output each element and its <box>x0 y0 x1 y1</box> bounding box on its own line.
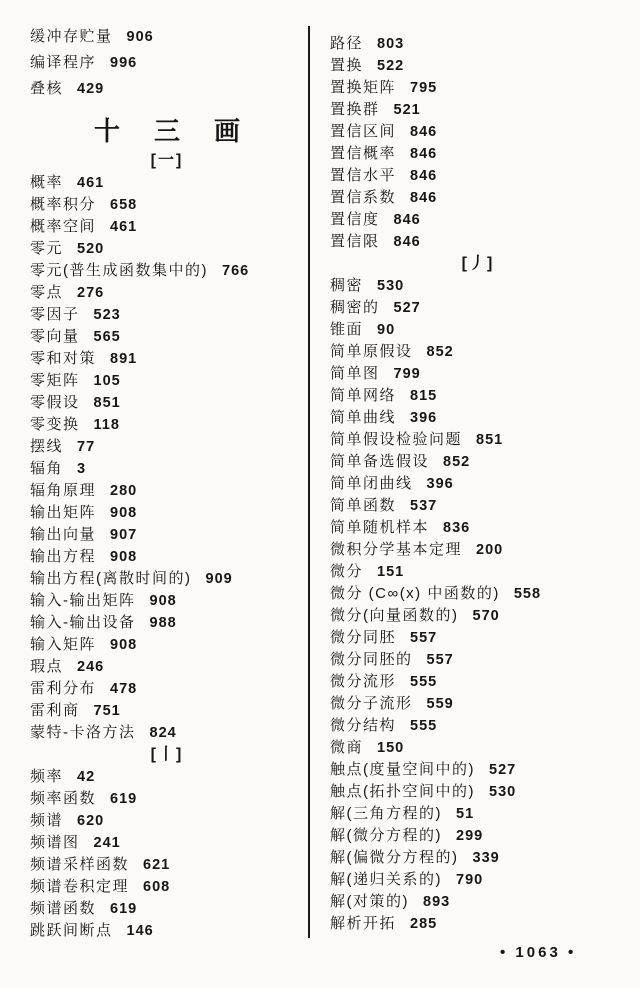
entry-page-number: 824 <box>149 725 177 741</box>
index-entry <box>330 803 626 825</box>
entry-page-number: 846 <box>393 212 421 228</box>
entry-page-number: 246 <box>77 659 105 675</box>
entry-term: 零假设 <box>30 394 80 411</box>
entry-term: 微分 <box>330 563 364 580</box>
index-entry <box>30 304 304 326</box>
entry-page-number: 565 <box>93 329 121 345</box>
entry-term: 微分同胚的 <box>330 651 413 668</box>
entry-term: 微分子流形 <box>330 695 413 712</box>
entry-page-number: 751 <box>93 703 121 719</box>
index-entry <box>330 77 626 99</box>
entry-term: 概率空间 <box>30 218 97 235</box>
left-column-blocks <box>30 150 304 942</box>
entry-page-number: 90 <box>377 322 396 338</box>
entry-term: 零矩阵 <box>30 372 80 389</box>
entry-page-number: 906 <box>126 29 154 45</box>
entry-term: 置信限 <box>330 233 380 250</box>
entry-page-number: 908 <box>110 505 138 521</box>
index-entry <box>30 50 304 76</box>
entry-term: 触点(度量空间中的) <box>330 761 475 778</box>
entry-term: 频谱卷积定理 <box>30 878 130 895</box>
index-entry <box>330 759 626 781</box>
entry-term: 零和对策 <box>30 350 97 367</box>
index-entry <box>30 370 304 392</box>
index-entry <box>30 194 304 216</box>
entry-page-number: 570 <box>472 608 500 624</box>
entry-page-number: 527 <box>489 762 517 778</box>
entry-term: 锥面 <box>330 321 364 338</box>
index-entry <box>30 788 304 810</box>
entry-page-number: 520 <box>77 241 105 257</box>
entry-term: 微积分学基本定理 <box>330 541 463 558</box>
index-entry <box>330 429 626 451</box>
pre-section <box>30 24 304 102</box>
entry-term: 置信系数 <box>330 189 397 206</box>
radical-section-header: [一] <box>150 152 184 169</box>
entry-page-number: 996 <box>110 55 138 71</box>
index-entry <box>330 539 626 561</box>
entry-term: 解(递归关系的) <box>330 871 442 888</box>
entry-term: 零因子 <box>30 306 80 323</box>
entry-term: 零元(普生成函数集中的) <box>30 262 208 279</box>
entry-page-number: 908 <box>110 637 138 653</box>
entry-page-number: 619 <box>110 791 138 807</box>
index-entry <box>30 634 304 656</box>
entry-page-number: 846 <box>410 190 438 206</box>
entry-page-number: 200 <box>476 542 504 558</box>
index-entry <box>30 392 304 414</box>
entry-page-number: 846 <box>410 146 438 162</box>
index-entry <box>30 326 304 348</box>
index-entry <box>330 165 626 187</box>
entry-page-number: 285 <box>410 916 438 932</box>
index-entry <box>330 363 626 385</box>
index-entry <box>330 407 626 429</box>
entry-page-number: 846 <box>393 234 421 250</box>
entry-page-number: 118 <box>93 417 120 433</box>
entry-term: 雷利商 <box>30 702 80 719</box>
entry-page-number: 241 <box>93 835 121 851</box>
stroke-header-char: 画 <box>214 116 241 146</box>
index-entry <box>330 451 626 473</box>
entry-term: 蒙特-卡洛方法 <box>30 724 136 741</box>
entry-term: 简单函数 <box>330 497 397 514</box>
entry-term: 置信水平 <box>330 167 397 184</box>
entry-term: 置换群 <box>330 101 380 118</box>
entry-term: 频率 <box>30 768 64 785</box>
entry-page-number: 537 <box>410 498 438 514</box>
entry-term: 频谱函数 <box>30 900 97 917</box>
entry-page-number: 523 <box>93 307 121 323</box>
entry-term: 微分流形 <box>330 673 397 690</box>
index-entry <box>30 172 304 194</box>
index-entry <box>30 876 304 898</box>
index-entry <box>330 319 626 341</box>
entry-page-number: 527 <box>393 300 421 316</box>
index-entry <box>330 231 626 253</box>
entry-term: 概率 <box>30 174 64 191</box>
entry-term: 简单曲线 <box>330 409 397 426</box>
entry-term: 编译程序 <box>30 54 97 71</box>
entry-page-number: 658 <box>110 197 138 213</box>
entry-term: 辐角 <box>30 460 64 477</box>
index-entry <box>330 143 626 165</box>
entry-page-number: 908 <box>110 549 138 565</box>
index-entry <box>330 341 626 363</box>
entry-term: 简单闭曲线 <box>330 475 413 492</box>
entry-term: 解(对策的) <box>330 893 409 910</box>
entry-page-number: 478 <box>110 681 138 697</box>
entry-term: 微分(向量函数的) <box>330 607 459 624</box>
entry-page-number: 852 <box>443 454 471 470</box>
entry-page-number: 146 <box>126 923 154 939</box>
entry-page-number: 559 <box>426 696 454 712</box>
index-entry <box>330 869 626 891</box>
entry-term: 简单图 <box>330 365 380 382</box>
index-entry <box>330 121 626 143</box>
index-entry <box>30 854 304 876</box>
entry-page-number: 339 <box>472 850 500 866</box>
entry-term: 简单备选假设 <box>330 453 430 470</box>
entry-page-number: 836 <box>443 520 471 536</box>
entry-page-number: 530 <box>489 784 517 800</box>
entry-page-number: 151 <box>377 564 405 580</box>
index-entry <box>30 282 304 304</box>
index-entry <box>30 590 304 612</box>
entry-page-number: 3 <box>77 461 87 477</box>
entry-term: 频谱 <box>30 812 64 829</box>
entry-page-number: 530 <box>377 278 405 294</box>
entry-page-number: 799 <box>393 366 421 382</box>
index-entry <box>330 891 626 913</box>
entry-term: 辐角原理 <box>30 482 97 499</box>
index-entry <box>330 781 626 803</box>
entry-term: 零元 <box>30 240 64 257</box>
column-divider-rule <box>308 26 310 938</box>
entry-term: 简单假设检验问题 <box>330 431 463 448</box>
index-entry <box>30 832 304 854</box>
entry-page-number: 280 <box>110 483 138 499</box>
entry-term: 叠核 <box>30 80 64 97</box>
entry-term: 微商 <box>330 739 364 756</box>
entry-term: 置信概率 <box>330 145 397 162</box>
entry-page-number: 555 <box>410 718 438 734</box>
entry-page-number: 891 <box>110 351 138 367</box>
entry-term: 输入-输出设备 <box>30 614 136 631</box>
entry-page-number: 299 <box>456 828 484 844</box>
entry-term: 零向量 <box>30 328 80 345</box>
entry-page-number: 988 <box>149 615 177 631</box>
entry-page-number: 522 <box>377 58 405 74</box>
entry-term: 缓冲存贮量 <box>30 28 113 45</box>
entry-term: 频率函数 <box>30 790 97 807</box>
entry-page-number: 795 <box>410 80 438 96</box>
index-entry <box>330 33 626 55</box>
entry-term: 雷利分布 <box>30 680 97 697</box>
index-entry <box>30 678 304 700</box>
index-entry <box>30 216 304 238</box>
index-entry <box>330 847 626 869</box>
entry-page-number: 851 <box>476 432 504 448</box>
entry-term: 摆线 <box>30 438 64 455</box>
index-entry <box>30 76 304 102</box>
entry-term: 零变换 <box>30 416 80 433</box>
index-entry <box>330 495 626 517</box>
index-entry <box>30 458 304 480</box>
entry-term: 简单原假设 <box>330 343 413 360</box>
index-entry <box>330 825 626 847</box>
entry-term: 解(微分方程的) <box>330 827 442 844</box>
entry-page-number: 105 <box>93 373 121 389</box>
index-entry <box>330 561 626 583</box>
entry-term: 频谱图 <box>30 834 80 851</box>
entry-page-number: 907 <box>110 527 138 543</box>
entry-page-number: 766 <box>222 263 250 279</box>
radical-section-header: [丨] <box>150 746 184 763</box>
entry-term: 解析开拓 <box>330 915 397 932</box>
index-entry <box>30 480 304 502</box>
index-entry <box>330 187 626 209</box>
radical-section-header: [丿] <box>461 255 495 272</box>
entry-term: 稠密 <box>330 277 364 294</box>
stroke-count-header <box>30 116 304 146</box>
entry-term: 微分同胚 <box>330 629 397 646</box>
index-entry <box>330 209 626 231</box>
entry-term: 瑕点 <box>30 658 64 675</box>
entry-page-number: 557 <box>410 630 438 646</box>
entry-term: 置换 <box>330 57 364 74</box>
index-entry <box>330 583 626 605</box>
entry-term: 跳跃间断点 <box>30 922 113 939</box>
entry-page-number: 908 <box>149 593 177 609</box>
entry-page-number: 555 <box>410 674 438 690</box>
index-entry <box>330 473 626 495</box>
index-entry <box>330 99 626 121</box>
index-entry <box>30 700 304 722</box>
entry-term: 解(三角方程的) <box>330 805 442 822</box>
entry-term: 输出矩阵 <box>30 504 97 521</box>
index-entry <box>330 627 626 649</box>
entry-term: 置信区间 <box>330 123 397 140</box>
index-entry <box>30 414 304 436</box>
entry-page-number: 396 <box>410 410 438 426</box>
index-entry <box>330 693 626 715</box>
entry-page-number: 803 <box>377 36 405 52</box>
entry-term: 置信度 <box>330 211 380 228</box>
page-number: • 1063 • <box>500 944 577 961</box>
entry-page-number: 846 <box>410 124 438 140</box>
entry-page-number: 815 <box>410 388 438 404</box>
entry-term: 频谱采样函数 <box>30 856 130 873</box>
entry-term: 稠密的 <box>330 299 380 316</box>
index-entry <box>330 55 626 77</box>
index-entry <box>330 297 626 319</box>
entry-page-number: 909 <box>205 571 233 587</box>
entry-term: 输入-输出矩阵 <box>30 592 136 609</box>
index-entry <box>30 920 304 942</box>
index-entry <box>30 810 304 832</box>
index-entry <box>30 260 304 282</box>
right-column-blocks <box>330 33 626 935</box>
entry-page-number: 852 <box>426 344 454 360</box>
entry-page-number: 851 <box>93 395 121 411</box>
index-entry <box>30 546 304 568</box>
index-entry <box>30 436 304 458</box>
index-entry <box>30 722 304 744</box>
entry-term: 路径 <box>330 35 364 52</box>
entry-term: 零点 <box>30 284 64 301</box>
stroke-header-char: 十 <box>93 116 120 146</box>
index-entry <box>30 24 304 50</box>
index-entry <box>30 612 304 634</box>
index-entry <box>30 898 304 920</box>
entry-page-number: 790 <box>456 872 484 888</box>
entry-page-number: 461 <box>110 219 138 235</box>
entry-term: 置换矩阵 <box>330 79 397 96</box>
entry-page-number: 461 <box>77 175 105 191</box>
entry-page-number: 557 <box>426 652 454 668</box>
left-column <box>30 24 304 942</box>
entry-page-number: 276 <box>77 285 105 301</box>
index-entry <box>30 766 304 788</box>
entry-page-number: 619 <box>110 901 138 917</box>
entry-page-number: 621 <box>143 857 171 873</box>
index-entry <box>30 348 304 370</box>
entry-page-number: 846 <box>410 168 438 184</box>
index-entry <box>330 649 626 671</box>
entry-page-number: 558 <box>513 586 542 602</box>
right-column <box>330 33 626 935</box>
index-entry <box>330 517 626 539</box>
index-entry <box>30 502 304 524</box>
index-entry <box>30 568 304 590</box>
index-entry <box>30 238 304 260</box>
entry-page-number: 51 <box>456 806 475 822</box>
entry-page-number: 521 <box>393 102 421 118</box>
index-entry <box>330 671 626 693</box>
entry-page-number: 620 <box>77 813 105 829</box>
index-entry <box>330 913 626 935</box>
index-entry <box>330 715 626 737</box>
entry-page-number: 893 <box>423 894 451 910</box>
entry-page-number: 42 <box>77 769 96 785</box>
index-entry <box>30 656 304 678</box>
entry-page-number: 608 <box>143 879 171 895</box>
entry-page-number: 77 <box>77 439 96 455</box>
entry-term: 简单随机样本 <box>330 519 430 536</box>
entry-term: 概率积分 <box>30 196 97 213</box>
entry-term: 微分结构 <box>330 717 397 734</box>
entry-page-number: 396 <box>426 476 454 492</box>
stroke-header-char: 三 <box>153 116 180 146</box>
index-entry <box>330 275 626 297</box>
entry-term: 简单网络 <box>330 387 397 404</box>
index-entry <box>330 385 626 407</box>
entry-term: 输出向量 <box>30 526 97 543</box>
entry-term: 解(偏微分方程的) <box>330 849 459 866</box>
index-entry <box>30 524 304 546</box>
entry-term: 触点(拓扑空间中的) <box>330 783 475 800</box>
entry-term: 输入矩阵 <box>30 636 97 653</box>
entry-term: 输出方程 <box>30 548 97 565</box>
index-entry <box>330 737 626 759</box>
index-entry <box>330 605 626 627</box>
entry-page-number: 150 <box>377 740 405 756</box>
entry-page-number: 429 <box>77 81 105 97</box>
entry-term: 微分 (C∞(x) 中函数的) <box>330 585 500 602</box>
entry-term: 输出方程(离散时间的) <box>30 570 192 587</box>
